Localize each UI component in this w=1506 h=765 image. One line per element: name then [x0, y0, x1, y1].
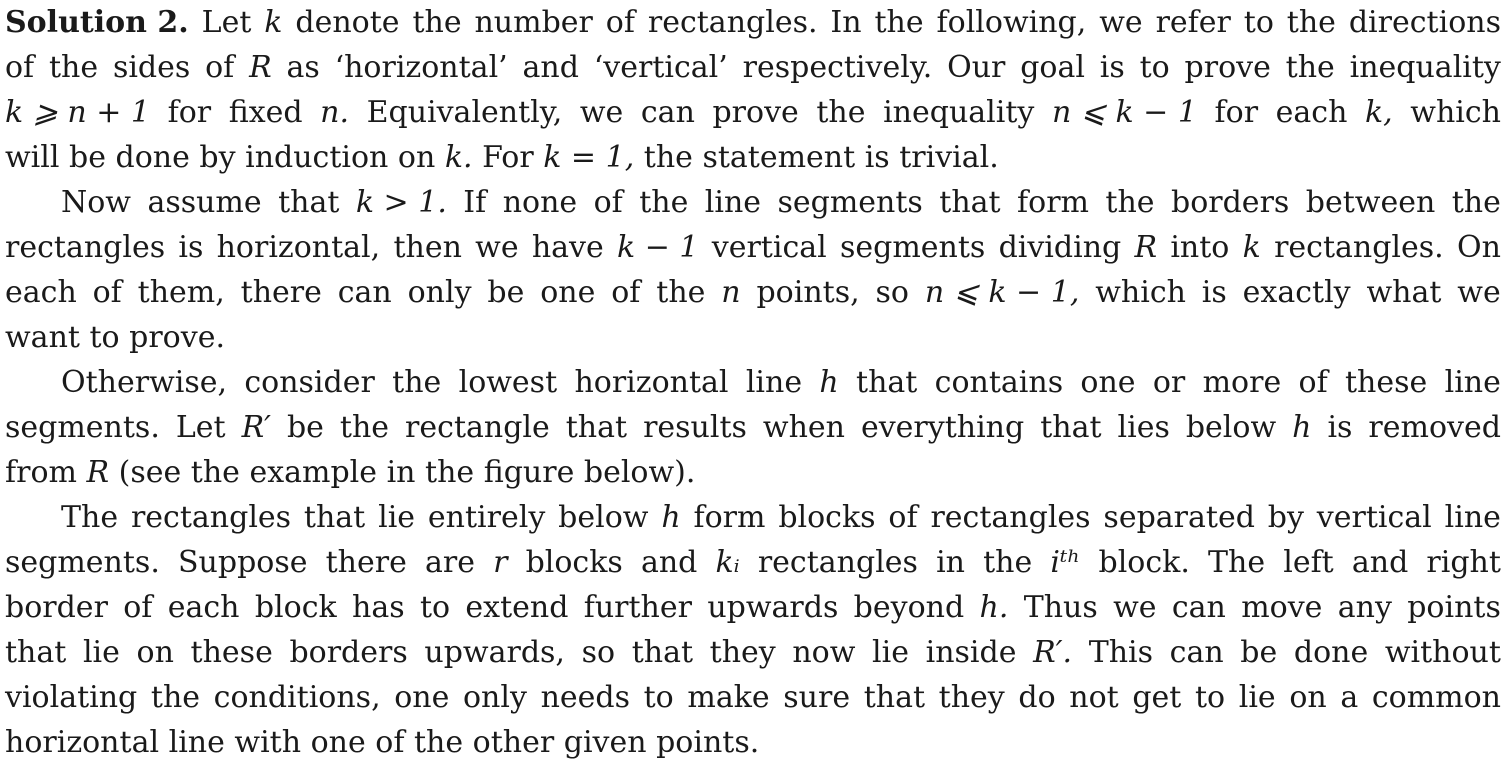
word: prove [712, 95, 799, 130]
word: This [1088, 635, 1154, 670]
text-line [5, 90, 1501, 135]
word: further [583, 590, 692, 625]
word: n ⩽ k − 1, [924, 275, 1080, 310]
word: rectangles [130, 500, 292, 535]
word: only [407, 275, 472, 310]
word: of [123, 590, 153, 625]
word: lowest [458, 365, 558, 400]
word: can [640, 95, 695, 130]
word: goal [1020, 50, 1085, 85]
word: of [611, 275, 641, 310]
word: rectangles [5, 230, 166, 265]
word: has [352, 590, 405, 625]
word: directions [1348, 5, 1501, 40]
word: the [48, 50, 99, 85]
paragraph [5, 180, 1501, 360]
word: the [339, 410, 390, 445]
word: violating [5, 680, 138, 715]
word: what [1366, 275, 1442, 310]
word: following, [936, 5, 1087, 40]
word: for [167, 95, 212, 130]
word: rectangles. [647, 5, 818, 40]
text-line [5, 630, 1501, 675]
word: the [1286, 5, 1336, 40]
word: and [522, 50, 579, 85]
word: border [5, 590, 108, 625]
word: the [816, 95, 866, 130]
word: lie [872, 635, 909, 670]
word: R [86, 455, 119, 490]
text-line [5, 270, 1501, 315]
word: them, [137, 275, 225, 310]
word: beyond [853, 590, 965, 625]
word: make [687, 680, 770, 715]
word: line [745, 365, 803, 400]
word: block [254, 590, 337, 625]
word: segments [839, 230, 986, 265]
text-line [5, 495, 1501, 540]
word: that [303, 500, 366, 535]
word: line [704, 185, 762, 220]
word: h [1292, 410, 1312, 445]
text-line [5, 720, 1501, 765]
word: conditions, [213, 680, 381, 715]
word: these [190, 635, 273, 670]
word: R [1134, 230, 1158, 265]
word: of [205, 50, 235, 85]
word: or [1152, 365, 1186, 400]
word: they [709, 635, 776, 670]
word: on [1289, 680, 1327, 715]
word: n ⩽ k − 1 [1051, 95, 1197, 130]
word: one [540, 275, 596, 310]
word: horizontal [5, 725, 169, 760]
text-line [5, 360, 1501, 405]
word: left [1283, 545, 1334, 580]
word: be [69, 140, 116, 175]
word: R′ [241, 410, 271, 445]
word: will [5, 140, 69, 175]
word: these [1345, 365, 1428, 400]
word: iᵗʰ [1050, 545, 1081, 580]
word: want [5, 320, 90, 355]
word: form [693, 500, 766, 535]
word: to [419, 590, 451, 625]
word: sure [783, 680, 851, 715]
word: number [474, 5, 593, 40]
word: results [643, 410, 747, 445]
word: the [412, 5, 462, 40]
word: get [1132, 680, 1182, 715]
word: Otherwise, [61, 365, 228, 400]
word: below). [583, 455, 696, 490]
word: the [150, 680, 201, 715]
word: removed [1368, 410, 1501, 445]
word: needs [540, 680, 630, 715]
word: move [1241, 590, 1323, 625]
word: is [178, 230, 204, 265]
word: the [190, 455, 250, 490]
word: blocks [525, 545, 623, 580]
word: can [337, 275, 392, 310]
word: segments [777, 185, 923, 220]
word: the [1451, 185, 1501, 220]
word: Suppose [178, 545, 308, 580]
word: can [1171, 590, 1226, 625]
word: of [375, 725, 414, 760]
word: the [413, 725, 473, 760]
word: common [1371, 680, 1501, 715]
word: induction [245, 140, 398, 175]
word: segments. [5, 545, 160, 580]
word: that [939, 185, 1001, 220]
word: is [1327, 410, 1353, 445]
word: n [721, 275, 741, 310]
word: statement [702, 140, 865, 175]
word: in [386, 455, 426, 490]
word: below [558, 500, 649, 535]
word: inside [925, 635, 1017, 670]
word: that [856, 365, 918, 400]
word: ‘horizontal’ [334, 50, 508, 85]
paragraph [5, 360, 1501, 495]
paragraph [5, 0, 1501, 180]
word: In [830, 5, 862, 40]
word: below [1185, 410, 1277, 445]
word: so [875, 275, 909, 310]
word: is [1201, 275, 1227, 310]
word: the [392, 365, 442, 400]
word: is [1099, 50, 1125, 85]
word: there [240, 275, 322, 310]
word: k > 1. [355, 185, 447, 220]
text-line [5, 675, 1501, 720]
word: figure [483, 455, 584, 490]
text-line [5, 450, 1501, 495]
word: points [1407, 590, 1501, 625]
word: that [1040, 410, 1102, 445]
word: the [1285, 50, 1335, 85]
word: line [168, 725, 235, 760]
word: then [393, 230, 462, 265]
word: points. [656, 725, 760, 760]
word: each [167, 590, 240, 625]
word: rectangles. [1274, 230, 1444, 265]
word: on [397, 140, 445, 175]
word: assume [147, 185, 262, 220]
word: the [983, 545, 1033, 580]
word: to [1139, 50, 1170, 85]
word: by [199, 140, 246, 175]
word: of [1298, 365, 1328, 400]
word: which [1095, 275, 1186, 310]
word: inequality [883, 95, 1035, 130]
word: a [1340, 680, 1359, 715]
word: On [1456, 230, 1501, 265]
word: as [286, 50, 320, 85]
word: of [888, 500, 918, 535]
word: other [472, 725, 564, 760]
word: we [579, 95, 624, 130]
word: horizontal [574, 365, 729, 400]
text-line [5, 315, 1501, 360]
word: form [1017, 185, 1089, 220]
word: to [1194, 680, 1226, 715]
word: without [1384, 635, 1501, 670]
word: more [1202, 365, 1282, 400]
word: upwards [707, 590, 839, 625]
word: we [1113, 590, 1157, 625]
word: we [1099, 5, 1143, 40]
word: prove. [129, 320, 225, 355]
word: one [310, 725, 376, 760]
word: example [249, 455, 387, 490]
word: on [136, 635, 174, 670]
word: k − 1 [617, 230, 699, 265]
text-line [5, 405, 1501, 450]
word: to [643, 680, 674, 715]
word: Our [947, 50, 1006, 85]
text-line [5, 0, 1501, 45]
word: and [640, 545, 698, 580]
word: the [425, 455, 484, 490]
word: r [493, 545, 508, 580]
text-line [5, 225, 1501, 270]
word: upwards, [424, 635, 565, 670]
word: vertical [711, 230, 827, 265]
word: we [475, 230, 519, 265]
word: Now [61, 185, 131, 220]
word: in [936, 545, 965, 580]
word: that [5, 635, 67, 670]
word: one [394, 680, 450, 715]
paragraph [5, 495, 1501, 765]
word: done [115, 140, 200, 175]
word: with [234, 725, 311, 760]
word: by [1267, 500, 1304, 535]
word: Equivalently, [366, 95, 563, 130]
word: h. [979, 590, 1009, 625]
word: refer [1155, 5, 1231, 40]
word: of [5, 50, 35, 85]
word: can [1169, 635, 1224, 670]
word: do [1018, 680, 1056, 715]
word: right [1426, 545, 1501, 580]
word: are [424, 545, 475, 580]
text-line [5, 135, 1501, 180]
word: which [1410, 95, 1501, 130]
word: lies [1117, 410, 1170, 445]
word: prove [1184, 50, 1271, 85]
word: rectangles [930, 500, 1091, 535]
word: horizontal, [216, 230, 381, 265]
document-body [5, 0, 1501, 765]
word: R′. [1033, 635, 1073, 670]
word: now [792, 635, 856, 670]
word: lie [1238, 680, 1276, 715]
word: that [565, 410, 628, 445]
word: borders [1171, 185, 1290, 220]
word: Thus [1023, 590, 1098, 625]
word: Let [175, 410, 226, 445]
word: inequality [1349, 50, 1501, 85]
word: that [278, 185, 340, 220]
word: of [593, 185, 623, 220]
word: given [563, 725, 657, 760]
word: so [581, 635, 616, 670]
word: k = 1, [543, 140, 644, 175]
word: kᵢ [715, 545, 740, 580]
word: to [1243, 5, 1274, 40]
word: h [661, 500, 681, 535]
word: exactly [1242, 275, 1351, 310]
word: For [482, 140, 544, 175]
word: done [1293, 635, 1369, 670]
word: respectively. [742, 50, 933, 85]
text-line [5, 585, 1501, 630]
word: ‘vertical’ [593, 50, 728, 85]
word: not [1069, 680, 1119, 715]
word: of [605, 5, 635, 40]
word: k. [444, 140, 483, 175]
word: dividing [998, 230, 1122, 265]
word: each [1275, 95, 1348, 130]
word: for [1214, 95, 1259, 130]
word: one [1080, 365, 1136, 400]
word: denote [295, 5, 400, 40]
word: k, [1364, 95, 1393, 130]
word: that [863, 680, 926, 715]
word: lie [378, 500, 416, 535]
word: vertical [1316, 500, 1432, 535]
text-line [5, 180, 1501, 225]
word: n. [320, 95, 350, 130]
word: is [864, 140, 900, 175]
word: they [938, 680, 1005, 715]
word: everything [860, 410, 1025, 445]
word: points, [756, 275, 860, 310]
word: borders [289, 635, 408, 670]
word: the [643, 140, 703, 175]
word: Let [201, 5, 252, 40]
word: segments. [5, 410, 160, 445]
word: rectangle [405, 410, 550, 445]
word: blocks [778, 500, 876, 535]
word: the [874, 5, 924, 40]
word: Solution 2. [5, 5, 189, 40]
word: k [1242, 230, 1261, 265]
word: lie [82, 635, 120, 670]
word: the [656, 275, 706, 310]
word: any [1337, 590, 1392, 625]
word: If [463, 185, 487, 220]
word: that [631, 635, 694, 670]
word: and [1351, 545, 1409, 580]
word: only [463, 680, 527, 715]
word: to [89, 320, 130, 355]
word: between [1305, 185, 1436, 220]
word: we [1457, 275, 1501, 310]
word: sides [112, 50, 191, 85]
word: the [639, 185, 689, 220]
word: R [249, 50, 272, 85]
word: (see [118, 455, 191, 490]
text-line [5, 540, 1501, 585]
word: line [1444, 365, 1501, 400]
word: there [325, 545, 407, 580]
word: into [1170, 230, 1230, 265]
word: extend [465, 590, 569, 625]
text-line [5, 45, 1501, 90]
word: of [92, 275, 122, 310]
word: contains [934, 365, 1064, 400]
word: h [819, 365, 839, 400]
word: rectangles [757, 545, 918, 580]
word: trivial. [899, 140, 999, 175]
word: consider [244, 365, 375, 400]
word: The [61, 500, 119, 535]
word: from [5, 455, 87, 490]
word: line [1444, 500, 1501, 535]
word: entirely [427, 500, 546, 535]
word: separated [1103, 500, 1255, 535]
word: be [487, 275, 525, 310]
word: be [286, 410, 324, 445]
word: k ⩾ n + 1 [5, 95, 151, 130]
word: The [1208, 545, 1266, 580]
word: none [502, 185, 578, 220]
word: k [264, 5, 283, 40]
word: fixed [228, 95, 303, 130]
word: have [531, 230, 604, 265]
word: the [1105, 185, 1155, 220]
word: block. [1098, 545, 1190, 580]
word: when [762, 410, 845, 445]
word: each [5, 275, 77, 310]
word: be [1240, 635, 1278, 670]
